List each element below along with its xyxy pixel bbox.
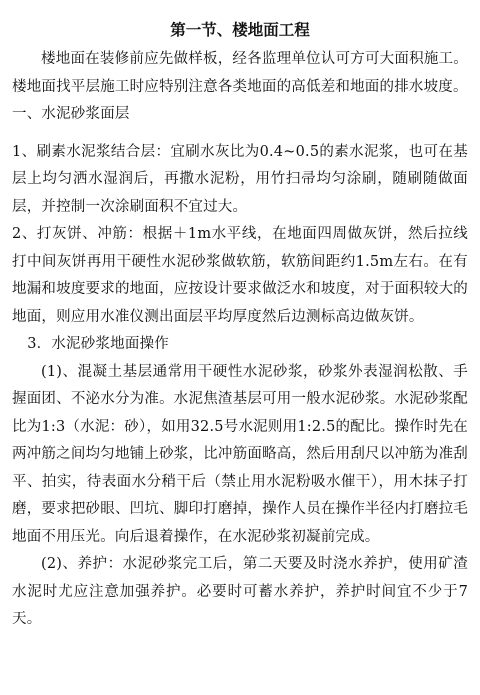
paragraph-bonding-layer: 1、刷素水泥浆结合层：宜刷水灰比为0.4~0.5的素水泥浆，也可在基层上均匀洒水湿润后，再撒水泥粉，用竹扫帚均匀涂刷，随刷随做面层，并控制一次涂刷面积不宜过大。: [12, 143, 468, 215]
paragraph-mortar-laying: (1)、混凝土基层通常用干硬性水泥砂浆，砂浆外表湿润松散、手握面团、不泌水分为准。水泥焦渣基层可用一般水泥砂浆。水泥砂浆配比为1:3（水泥：砂），如用32.5号水泥则用1:2.5的配比。操作时先在两冲筋之间均匀地铺上砂浆，比冲筋面略高，然后用刮尺以冲筋为准刮平、拍实，待表面水分稍干后（禁止用水泥粉吸水催干），用木抹子打磨，要求把砂眼、凹坑、脚印打磨掉，操作人员在操作半径内打磨拉毛地面不用压光。向后退着操作，在水泥砂浆初凝前完成。: [12, 363, 468, 545]
intro-paragraph: 楼地面在装修前应先做样板，经各监理单位认可方可大面积施工。楼地面找平层施工时应特别注意各类地面的高低差和地面的排水坡度。: [12, 51, 468, 95]
section-title: 第一节、楼地面工程: [170, 21, 310, 39]
section-heading-cement-mortar: 一、水泥砂浆面层: [12, 106, 130, 122]
paragraph-curing: (2)、养护：水泥砂浆完工后，第二天要及时浇水养护，使用矿渣水泥时尤应注意加强养护。必要时可蓄水养护，养护时间宜不少于7天。: [12, 556, 468, 627]
subheading-mortar-operation: 3．水泥砂浆地面操作: [27, 336, 169, 352]
paragraph-screed-pads: 2、打灰饼、冲筋：根据＋1m水平线，在地面四周做灰饼，然后拉线打中间灰饼再用干硬性水泥砂浆做软筋，软筋间距约1.5m左右。在有地漏和坡度要求的地面，应按设计要求做泛水和坡度，对于面积较大的地面，则应用水准仪测出面层平均厚度然后边测标高边做灰饼。: [12, 226, 468, 325]
